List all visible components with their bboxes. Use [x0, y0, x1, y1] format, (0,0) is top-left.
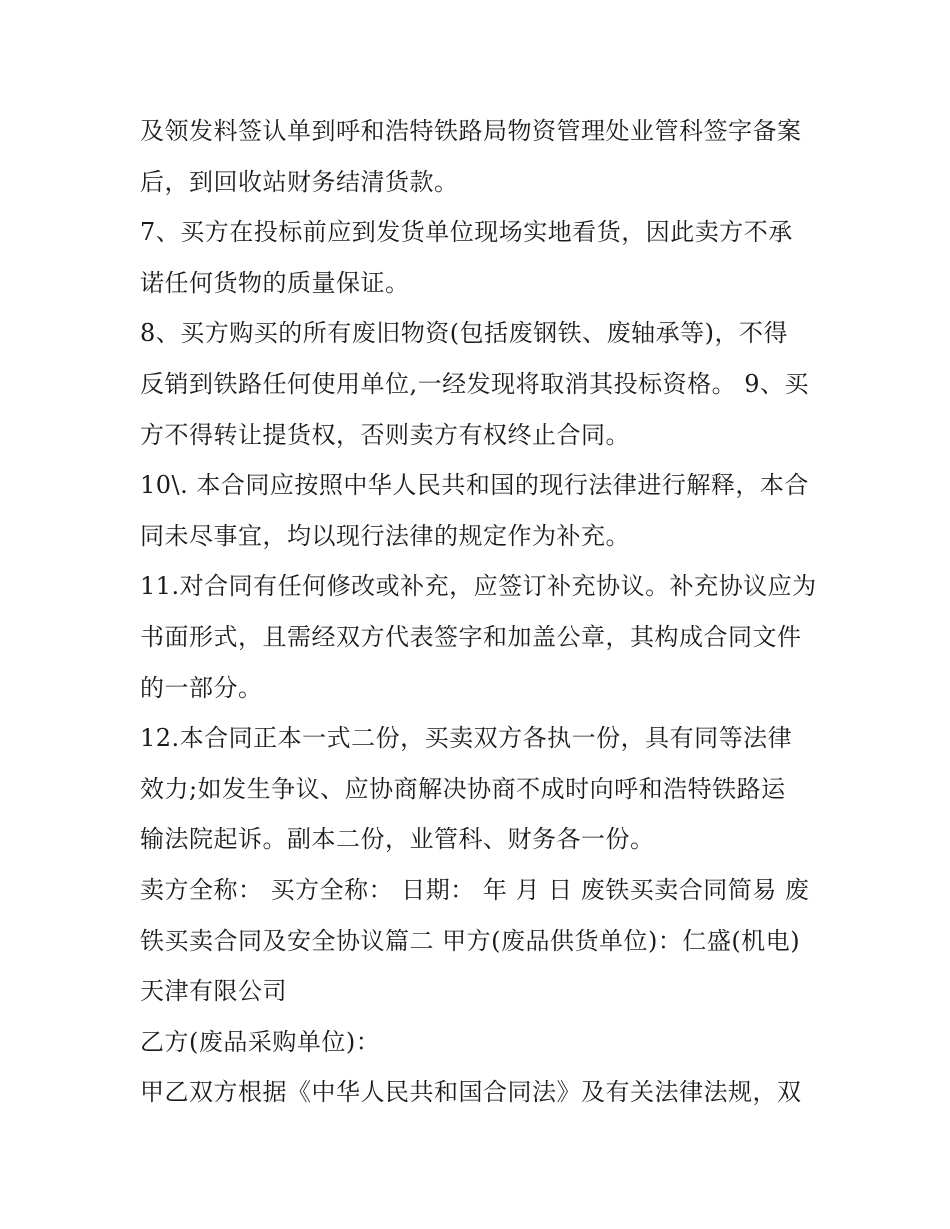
text-line-17: 铁买卖合同及安全协议篇二 甲方(废品供货单位)：仁盛(机电) — [140, 926, 801, 955]
text-line-13: 12.本合同正本一式二份，买卖双方各执一份，具有同等法律 — [140, 724, 793, 753]
text-line-3: 7、买方在投标前应到发货单位现场实地看货，因此卖方不承 — [140, 218, 793, 247]
text-line-7: 方不得转让提货权，否则卖方有权终止合同。 — [140, 420, 630, 449]
text-line-12: 的一部分。 — [140, 673, 263, 702]
text-line-5: 8、买方购买的所有废旧物资(包括废钢铁、废轴承等)，不得 — [140, 319, 788, 348]
text-line-18: 天津有限公司 — [140, 977, 287, 1006]
text-line-15: 输法院起诉。副本二份，业管科、财务各一份。 — [140, 825, 655, 854]
text-line-4: 诺任何货物的质量保证。 — [140, 268, 410, 297]
text-line-20: 甲乙双方根据《中华人民共和国合同法》及有关法律法规，双 — [140, 1078, 802, 1107]
text-line-16: 卖方全称： 买方全称： 日期： 年 月 日 废铁买卖合同简易 废 — [140, 875, 810, 904]
document-body — [140, 106, 820, 1118]
text-line-14: 效力;如发生争议、应协商解决协商不成时向呼和浩特铁路运 — [140, 774, 786, 803]
text-line-11: 书面形式，且需经双方代表签字和加盖公章，其构成合同文件 — [140, 622, 802, 651]
text-line-6: 反销到铁路任何使用单位,一经发现将取消其投标资格。 9、买 — [140, 369, 810, 398]
text-line-9: 同未尽事宜，均以现行法律的规定作为补充。 — [140, 521, 630, 550]
text-line-2: 后，到回收站财务结清货款。 — [140, 167, 459, 196]
text-line-1: 及领发料签认单到呼和浩特铁路局物资管理处业管科签字备案 — [140, 117, 802, 145]
text-line-19: 乙方(废品采购单位)： — [140, 1027, 381, 1056]
text-line-10: 11.对合同有任何修改或补充，应签订补充协议。补充协议应为 — [140, 572, 817, 601]
text-line-8: 10\. 本合同应按照中华人民共和国的现行法律进行解释，本合 — [140, 471, 809, 500]
